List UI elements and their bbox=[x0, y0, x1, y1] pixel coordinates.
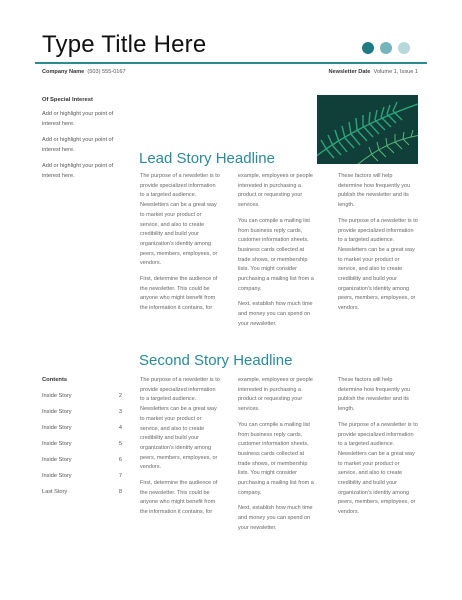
toc-label: Inside Story bbox=[42, 457, 72, 463]
accent-dot-medium bbox=[380, 42, 392, 54]
contents-heading: Contents bbox=[42, 377, 68, 383]
paragraph: You can compile a mailing list from business reply cards, customer information sheets, business cards collected at trade shows, or membership lists. You might consider purchasing a mailing list from a company. bbox=[238, 217, 314, 292]
second-story-column-1 bbox=[140, 376, 220, 524]
toc-page-number: 5 bbox=[118, 441, 122, 447]
toc-label: Inside Story bbox=[42, 473, 72, 479]
toc-label: Last Story bbox=[42, 489, 68, 495]
paragraph: The purpose of a newsletter is to provide specialized information to a targeted audience. Newsletters can be a great way to market your product or service, and also to create credibility and build your organization's identity among peers, members, employees, or vendors. bbox=[338, 217, 418, 312]
newsletter-date: Newsletter Date bbox=[328, 69, 371, 75]
fern-leaf-photo bbox=[317, 95, 418, 164]
paragraph: You can compile a mailing list from business reply cards, customer information sheets, business cards collected at trade shows, or membership lists. You might consider purchasing a mailing list from a company. bbox=[238, 421, 314, 496]
paragraph: Next, establish how much time and money you can spend on your newsletter. bbox=[238, 505, 313, 531]
toc-entry[interactable] bbox=[42, 441, 122, 447]
toc-page-number: 3 bbox=[118, 409, 122, 415]
header-rule bbox=[35, 62, 427, 64]
newsletter-title: Type Title Here bbox=[42, 31, 207, 58]
toc-label: Inside Story bbox=[42, 393, 72, 399]
toc-page-number: 8 bbox=[118, 489, 122, 495]
interest-item: Add or highlight your point of interest here. bbox=[42, 137, 114, 153]
interest-item: Add or highlight your point of interest here. bbox=[42, 163, 114, 179]
paragraph: example, employees or people interested in purchasing a product or requesting your services. bbox=[238, 377, 313, 413]
toc-page-number: 6 bbox=[118, 457, 122, 463]
paragraph: These factors will help determine how frequently you publish the newsletter and its length. bbox=[338, 173, 411, 209]
company-line bbox=[42, 69, 126, 75]
toc-page-number: 2 bbox=[118, 393, 122, 399]
paragraph: example, employees or people interested in purchasing a product or requesting your services. bbox=[238, 173, 313, 209]
toc-label: Inside Story bbox=[42, 425, 72, 431]
lead-story-headline: Lead Story Headline bbox=[139, 150, 275, 167]
toc-entry[interactable] bbox=[42, 489, 122, 495]
second-story-column-2 bbox=[238, 376, 318, 540]
date-line bbox=[328, 69, 418, 75]
paragraph: Next, establish how much time and money you can spend on your newsletter. bbox=[238, 301, 313, 327]
paragraph: These factors will help determine how frequently you publish the newsletter and its length. bbox=[338, 377, 411, 413]
special-interest-heading: Of Special Interest bbox=[42, 97, 93, 103]
toc-entry[interactable] bbox=[42, 457, 122, 463]
second-story-column-3 bbox=[338, 376, 418, 524]
company-name: Company Name bbox=[42, 69, 85, 75]
second-story-headline: Second Story Headline bbox=[139, 352, 293, 369]
toc-entry[interactable] bbox=[42, 473, 122, 479]
toc-page-number: 7 bbox=[118, 473, 122, 479]
paragraph: The purpose of a newsletter is to provide specialized information to a targeted audience. Newsletters can be a great way to market your product or service, and also to create credibility and build your organization's identity among peers, members, employees, or vendors. bbox=[140, 173, 220, 267]
toc-label: Inside Story bbox=[42, 441, 72, 447]
company-phone: (503) 555-0167 bbox=[87, 69, 126, 75]
paragraph: The purpose of a newsletter is to provide specialized information to a targeted audience. Newsletters can be a great way to market your product or service, and also to create credibility and build your organization's identity among peers, members, employees, or vendors. bbox=[140, 377, 220, 471]
toc-label: Inside Story bbox=[42, 409, 72, 415]
paragraph: First, determine the audience of the newsletter. This could be anyone who might benefit from the information it contains, for bbox=[140, 276, 218, 312]
accent-dot-light bbox=[398, 42, 410, 54]
toc-entry[interactable] bbox=[42, 409, 122, 415]
paragraph: First, determine the audience of the newsletter. This could be anyone who might benefit from the information it contains, for bbox=[140, 480, 218, 516]
paragraph: The purpose of a newsletter is to provide specialized information to a targeted audience. Newsletters can be a great way to market your product or service, and also to create credibility and build your organization's identity among peers, members, employees, or vendors. bbox=[338, 421, 418, 516]
volume-issue: Volume 1, Issue 1 bbox=[373, 69, 418, 75]
interest-item: Add or highlight your point of interest here. bbox=[42, 111, 114, 127]
toc-entry[interactable] bbox=[42, 393, 122, 399]
toc-entry[interactable] bbox=[42, 425, 122, 431]
lead-story-column-1 bbox=[140, 172, 220, 320]
toc-page-number: 4 bbox=[118, 425, 122, 431]
lead-story-column-3 bbox=[338, 172, 418, 320]
lead-story-column-2 bbox=[238, 172, 318, 336]
accent-dot-dark bbox=[362, 42, 374, 54]
